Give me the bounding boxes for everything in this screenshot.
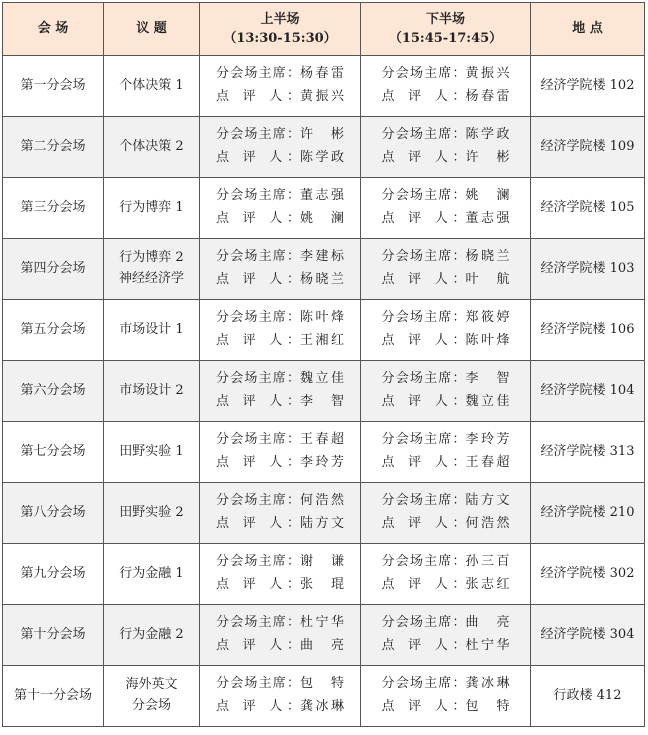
topic-line: 田野实验 2 — [119, 504, 184, 520]
reviewer-name: 张琨 — [300, 577, 344, 592]
reviewer-label: 点 评 人： — [381, 577, 466, 592]
chair-name: 杨春雷 — [300, 66, 344, 82]
second-half-cell — [361, 300, 531, 361]
second-half-cell — [361, 422, 531, 483]
venue-cell: 第九分会场 — [3, 544, 104, 605]
topic-line: 田野实验 1 — [119, 443, 184, 459]
reviewer-line — [200, 635, 360, 658]
first-half-cell — [200, 483, 361, 544]
chair-name: 许彬 — [300, 127, 344, 143]
first-half-cell — [200, 422, 361, 483]
second-half-time: （15:45-17:45） — [388, 31, 503, 46]
location-cell: 经济学院楼 104 — [531, 361, 645, 422]
venue-cell: 第三分会场 — [3, 178, 104, 239]
chair-line — [200, 429, 360, 452]
location-cell: 经济学院楼 109 — [531, 117, 645, 178]
chair-label: 分会场主席： — [216, 310, 300, 326]
topic-cell — [104, 56, 200, 117]
topic-line: 海外英文 — [125, 677, 178, 693]
venue-cell: 第八分会场 — [3, 483, 104, 544]
chair-name: 陈学政 — [465, 127, 510, 143]
header-row — [3, 3, 645, 56]
reviewer-line — [200, 452, 360, 475]
chair-label: 分会场主席： — [381, 615, 466, 631]
topic-line: 行为博弈 2 — [119, 250, 184, 266]
reviewer-line — [200, 513, 360, 536]
first-half-cell — [200, 56, 361, 117]
chair-line — [361, 63, 530, 86]
reviewer-label: 点 评 人： — [216, 394, 300, 409]
topic-cell — [104, 239, 200, 300]
chair-line — [361, 551, 530, 574]
first-half-cell — [200, 361, 361, 422]
table-row — [3, 666, 645, 727]
first-half-cell — [200, 239, 361, 300]
reviewer-name: 陈叶烽 — [465, 333, 510, 348]
chair-name: 谢谦 — [300, 554, 344, 570]
chair-line — [200, 124, 360, 147]
reviewer-name: 杨晓兰 — [300, 272, 344, 287]
reviewer-label: 点 评 人： — [381, 699, 466, 714]
topic-line: 个体决策 1 — [119, 77, 184, 93]
first-half-label: 上半场 — [260, 11, 300, 27]
chair-name: 李智 — [465, 371, 510, 387]
reviewer-line — [361, 513, 530, 536]
chair-line — [361, 673, 530, 696]
reviewer-line — [361, 330, 530, 353]
reviewer-name: 许彬 — [465, 150, 510, 165]
venue-cell: 第十一分会场 — [3, 666, 104, 727]
chair-name: 包特 — [300, 676, 344, 692]
chair-label: 分会场主席： — [216, 188, 300, 204]
first-half-cell — [200, 666, 361, 727]
location-cell: 经济学院楼 210 — [531, 483, 645, 544]
reviewer-label: 点 评 人： — [216, 272, 300, 287]
chair-line — [361, 490, 530, 513]
chair-name: 孙三百 — [465, 554, 510, 570]
chair-name: 李玲芳 — [465, 432, 510, 448]
reviewer-name: 李智 — [300, 394, 344, 409]
chair-label: 分会场主席： — [216, 554, 300, 570]
first-half-cell — [200, 117, 361, 178]
second-half-cell — [361, 117, 531, 178]
location-cell: 经济学院楼 106 — [531, 300, 645, 361]
topic-line: 分会场 — [131, 698, 171, 713]
chair-label: 分会场主席： — [216, 493, 300, 509]
reviewer-line — [200, 86, 360, 109]
chair-label: 分会场主席： — [381, 371, 466, 387]
table-row — [3, 56, 645, 117]
topic-line: 个体决策 2 — [119, 138, 184, 154]
location-cell: 行政楼 412 — [531, 666, 645, 727]
topic-line: 行为金融 2 — [119, 626, 184, 642]
reviewer-label: 点 评 人： — [216, 89, 300, 104]
chair-label: 分会场主席： — [381, 554, 466, 570]
reviewer-name: 杜宁华 — [465, 638, 510, 653]
reviewer-label: 点 评 人： — [216, 211, 300, 226]
reviewer-name: 陆方文 — [300, 516, 344, 531]
second-half-cell — [361, 605, 531, 666]
location-cell: 经济学院楼 103 — [531, 239, 645, 300]
chair-line — [361, 612, 530, 635]
reviewer-line — [200, 269, 360, 292]
chair-name: 陈叶烽 — [300, 310, 344, 326]
topic-line: 市场设计 1 — [119, 321, 184, 337]
chair-label: 分会场主席： — [216, 432, 300, 448]
chair-name: 陆方文 — [465, 493, 510, 509]
venue-cell: 第二分会场 — [3, 117, 104, 178]
reviewer-line — [361, 574, 530, 597]
reviewer-label: 点 评 人： — [216, 638, 300, 653]
reviewer-name: 姚澜 — [300, 211, 344, 226]
table-row — [3, 178, 645, 239]
location-cell: 经济学院楼 313 — [531, 422, 645, 483]
reviewer-label: 点 评 人： — [216, 577, 300, 592]
reviewer-label: 点 评 人： — [381, 333, 466, 348]
chair-name: 郑筱婷 — [465, 310, 510, 326]
chair-label: 分会场主席： — [381, 432, 466, 448]
chair-line — [200, 307, 360, 330]
chair-line — [200, 368, 360, 391]
chair-label: 分会场主席： — [381, 66, 466, 82]
reviewer-name: 叶航 — [465, 272, 510, 287]
chair-name: 魏立佳 — [300, 371, 344, 387]
reviewer-name: 曲亮 — [300, 638, 344, 653]
reviewer-label: 点 评 人： — [381, 150, 466, 165]
reviewer-line — [361, 391, 530, 414]
reviewer-label: 点 评 人： — [216, 150, 300, 165]
chair-label: 分会场主席： — [381, 249, 466, 265]
header-topic: 议 题 — [104, 3, 200, 56]
location-cell: 经济学院楼 105 — [531, 178, 645, 239]
second-half-label: 下半场 — [425, 11, 465, 27]
second-half-cell — [361, 239, 531, 300]
chair-label: 分会场主席： — [216, 371, 300, 387]
table-row — [3, 483, 645, 544]
reviewer-line — [361, 269, 530, 292]
topic-cell — [104, 178, 200, 239]
table-row — [3, 239, 645, 300]
reviewer-name: 李玲芳 — [300, 455, 344, 470]
topic-cell — [104, 666, 200, 727]
chair-line — [361, 429, 530, 452]
chair-name: 何浩然 — [300, 493, 344, 509]
table-row — [3, 117, 645, 178]
table-row — [3, 605, 645, 666]
reviewer-label: 点 评 人： — [216, 455, 300, 470]
reviewer-line — [361, 208, 530, 231]
topic-cell — [104, 544, 200, 605]
chair-name: 龚冰琳 — [465, 676, 510, 692]
reviewer-name: 杨春雷 — [465, 89, 510, 104]
venue-cell: 第四分会场 — [3, 239, 104, 300]
reviewer-label: 点 评 人： — [381, 394, 466, 409]
reviewer-name: 包特 — [465, 699, 510, 714]
header-first-half — [200, 3, 361, 56]
reviewer-line — [200, 208, 360, 231]
venue-cell: 第七分会场 — [3, 422, 104, 483]
chair-name: 曲亮 — [465, 615, 510, 631]
first-half-cell — [200, 605, 361, 666]
topic-cell — [104, 422, 200, 483]
second-half-cell — [361, 666, 531, 727]
reviewer-label: 点 评 人： — [381, 211, 466, 226]
reviewer-name: 黄振兴 — [300, 89, 344, 104]
topic-line: 行为博弈 1 — [119, 199, 184, 215]
location-cell: 经济学院楼 304 — [531, 605, 645, 666]
first-half-cell — [200, 544, 361, 605]
topic-line: 神经经济学 — [118, 271, 184, 286]
chair-label: 分会场主席： — [381, 188, 466, 204]
reviewer-name: 龚冰琳 — [300, 699, 344, 714]
reviewer-label: 点 评 人： — [381, 455, 466, 470]
reviewer-label: 点 评 人： — [381, 516, 466, 531]
venue-cell: 第六分会场 — [3, 361, 104, 422]
chair-name: 李建标 — [300, 249, 344, 265]
chair-line — [200, 612, 360, 635]
chair-line — [200, 551, 360, 574]
reviewer-line — [200, 330, 360, 353]
reviewer-label: 点 评 人： — [381, 272, 466, 287]
second-half-cell — [361, 56, 531, 117]
reviewer-line — [200, 696, 360, 719]
chair-label: 分会场主席： — [216, 676, 300, 692]
second-half-cell — [361, 361, 531, 422]
chair-line — [361, 246, 530, 269]
chair-name: 杨晓兰 — [465, 249, 510, 265]
chair-label: 分会场主席： — [381, 310, 466, 326]
reviewer-name: 王春超 — [465, 455, 510, 470]
topic-cell — [104, 300, 200, 361]
second-half-cell — [361, 483, 531, 544]
reviewer-line — [361, 635, 530, 658]
topic-cell — [104, 483, 200, 544]
reviewer-line — [200, 147, 360, 170]
header-venue: 会 场 — [3, 3, 104, 56]
chair-label: 分会场主席： — [381, 676, 466, 692]
chair-line — [200, 63, 360, 86]
reviewer-label: 点 评 人： — [216, 333, 300, 348]
reviewer-label: 点 评 人： — [381, 89, 466, 104]
reviewer-line — [361, 696, 530, 719]
topic-cell — [104, 605, 200, 666]
reviewer-label: 点 评 人： — [381, 638, 466, 653]
reviewer-label: 点 评 人： — [216, 516, 300, 531]
topic-cell — [104, 117, 200, 178]
chair-line — [361, 124, 530, 147]
chair-name: 黄振兴 — [465, 66, 510, 82]
reviewer-name: 王湘红 — [300, 333, 344, 348]
topic-cell — [104, 361, 200, 422]
table-row — [3, 361, 645, 422]
table-row — [3, 544, 645, 605]
chair-line — [200, 673, 360, 696]
second-half-cell — [361, 178, 531, 239]
reviewer-name: 张志红 — [465, 577, 510, 592]
schedule-table — [2, 2, 645, 727]
chair-label: 分会场主席： — [216, 127, 300, 143]
header-location: 地 点 — [531, 3, 645, 56]
chair-name: 董志强 — [300, 188, 344, 204]
chair-name: 姚澜 — [465, 188, 510, 204]
reviewer-name: 何浩然 — [465, 516, 510, 531]
reviewer-name: 董志强 — [465, 211, 510, 226]
first-half-time: （13:30-15:30） — [223, 31, 337, 46]
chair-line — [200, 246, 360, 269]
reviewer-line — [361, 452, 530, 475]
venue-cell: 第五分会场 — [3, 300, 104, 361]
chair-line — [361, 307, 530, 330]
chair-label: 分会场主席： — [216, 615, 300, 631]
reviewer-name: 魏立佳 — [465, 394, 510, 409]
first-half-cell — [200, 300, 361, 361]
chair-label: 分会场主席： — [216, 66, 300, 82]
reviewer-line — [361, 86, 530, 109]
chair-name: 王春超 — [300, 432, 344, 448]
topic-line: 市场设计 2 — [119, 382, 184, 398]
reviewer-line — [200, 574, 360, 597]
chair-label: 分会场主席： — [381, 493, 466, 509]
chair-line — [200, 490, 360, 513]
second-half-cell — [361, 544, 531, 605]
location-cell: 经济学院楼 102 — [531, 56, 645, 117]
reviewer-label: 点 评 人： — [216, 699, 300, 714]
reviewer-line — [200, 391, 360, 414]
table-row — [3, 422, 645, 483]
chair-label: 分会场主席： — [216, 249, 300, 265]
reviewer-line — [361, 147, 530, 170]
chair-line — [361, 368, 530, 391]
chair-line — [200, 185, 360, 208]
chair-label: 分会场主席： — [381, 127, 466, 143]
venue-cell: 第十分会场 — [3, 605, 104, 666]
chair-name: 杜宁华 — [300, 615, 344, 631]
table-row — [3, 300, 645, 361]
first-half-cell — [200, 178, 361, 239]
venue-cell: 第一分会场 — [3, 56, 104, 117]
topic-line: 行为金融 1 — [119, 565, 184, 581]
reviewer-name: 陈学政 — [300, 150, 344, 165]
header-second-half — [361, 3, 531, 56]
location-cell: 经济学院楼 302 — [531, 544, 645, 605]
chair-line — [361, 185, 530, 208]
